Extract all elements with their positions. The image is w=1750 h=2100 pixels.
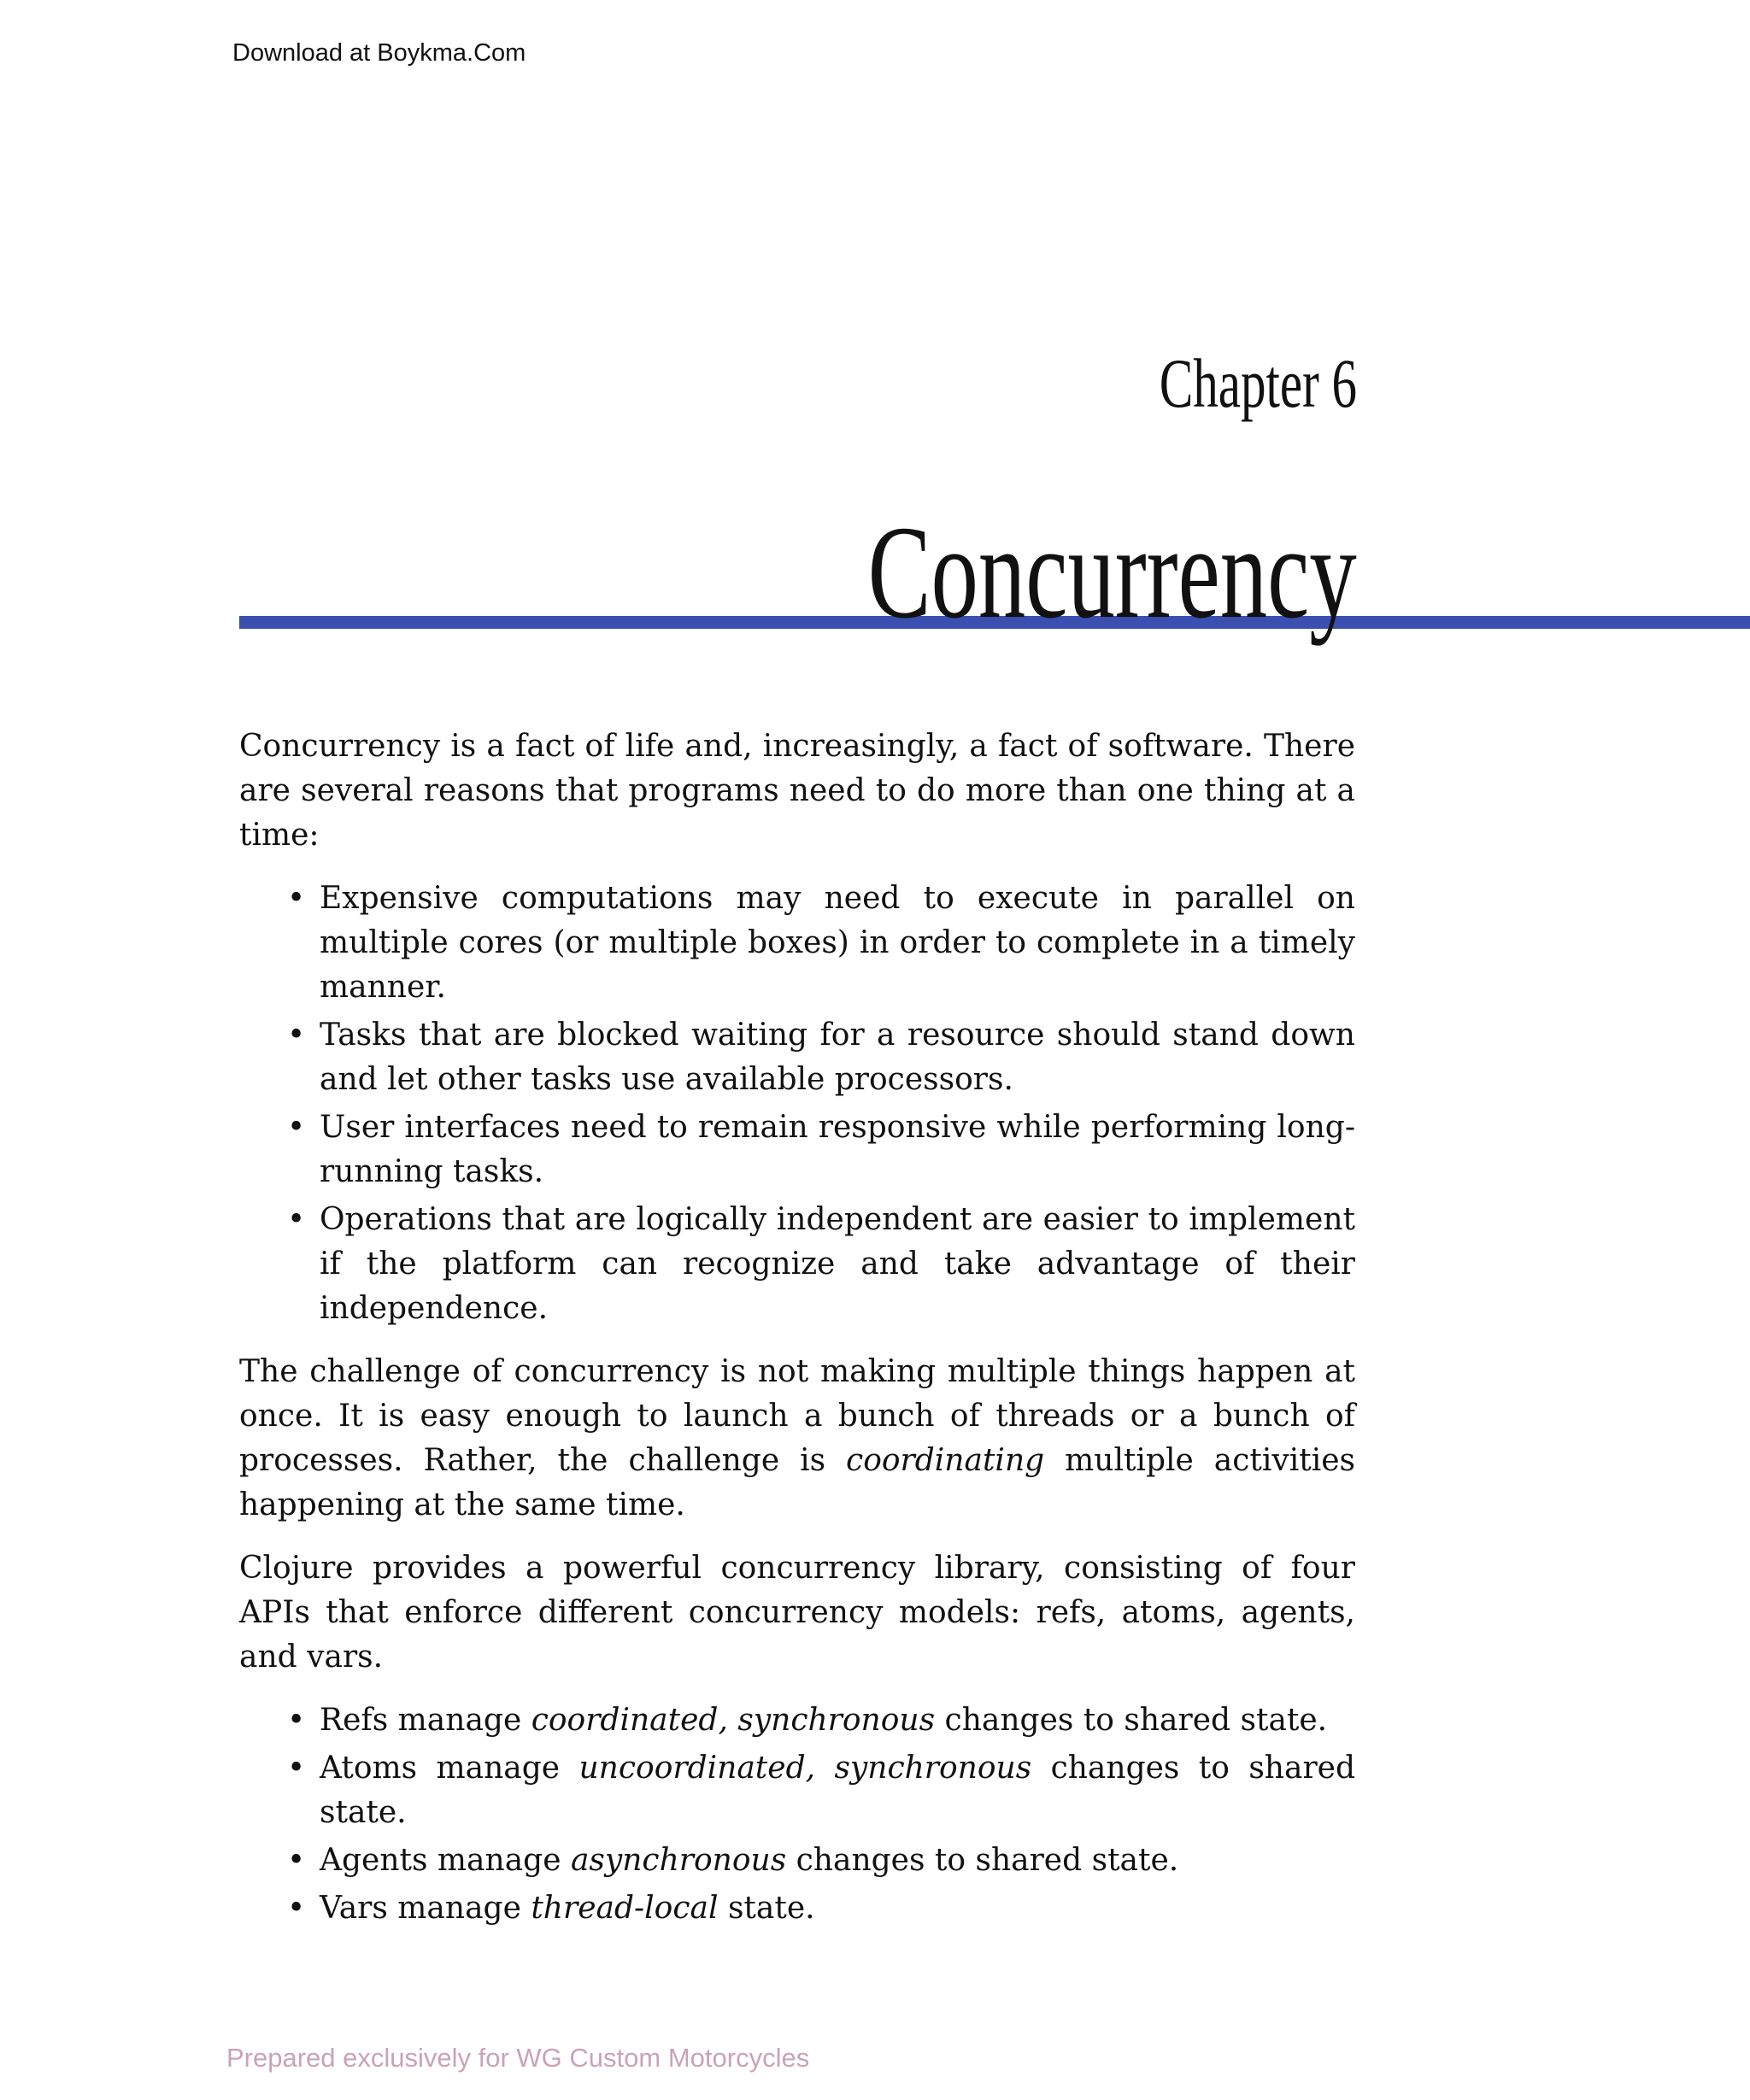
chapter-number: Chapter 6 — [1159, 344, 1357, 422]
list-item-text: Expensive computations may need to execute in parallel on multiple cores (or multiple boxes) in order to complete in a timely manner. — [320, 881, 1355, 1005]
challenge-emphasis: coordinating — [846, 1443, 1045, 1478]
api-text-end: state. — [718, 1891, 815, 1926]
api-text-start: Agents manage — [320, 1843, 571, 1878]
api-emphasis: coordinated, synchronous — [531, 1703, 936, 1738]
api-text-end: changes to shared state. — [786, 1843, 1179, 1878]
list-item — [239, 1013, 1355, 1102]
bullet-icon: • — [287, 1751, 306, 1786]
api-text-start: Refs manage — [320, 1703, 531, 1738]
list-item-text: User interfaces need to remain responsive while performing long-running tasks. — [320, 1110, 1355, 1189]
bullet-icon: • — [287, 1891, 306, 1926]
list-item-text: Operations that are logically independent are easier to implement if the platform can recognize and take advantage of their independence. — [320, 1202, 1355, 1326]
challenge-text-end: multiple activities happening at the same time. — [239, 1443, 1355, 1522]
list-item — [239, 1698, 1355, 1743]
clojure-apis-paragraph: Clojure provides a powerful concurrency library, consisting of four APIs that enforce different concurrency models: refs, atoms, agents, and vars. — [239, 1551, 1355, 1675]
concurrency-reasons-list — [239, 877, 1355, 1331]
list-item-text: Tasks that are blocked waiting for a resource should stand down and let other tasks use available processors. — [320, 1018, 1355, 1097]
api-text-start: Vars manage — [320, 1891, 531, 1926]
prepared-for-footer: Prepared exclusively for WG Custom Motorcycles — [226, 2043, 810, 2073]
list-item — [239, 1198, 1355, 1331]
api-emphasis: uncoordinated, synchronous — [578, 1751, 1032, 1786]
concurrency-apis-list — [239, 1698, 1355, 1931]
api-text-start: Atoms manage — [320, 1751, 579, 1786]
bullet-icon: • — [287, 1110, 306, 1145]
bullet-icon: • — [287, 1843, 306, 1878]
chapter-body — [239, 724, 1355, 1950]
api-text-end: changes to shared state. — [935, 1703, 1328, 1738]
api-emphasis: thread-local — [531, 1891, 719, 1926]
list-item — [239, 1746, 1355, 1835]
list-item — [239, 1886, 1355, 1931]
bullet-icon: • — [287, 1202, 306, 1237]
bullet-icon: • — [287, 1703, 306, 1738]
list-item — [239, 877, 1355, 1010]
bullet-icon: • — [287, 1018, 306, 1053]
challenge-paragraph — [239, 1350, 1355, 1528]
list-item — [239, 1839, 1355, 1883]
list-item — [239, 1106, 1355, 1194]
chapter-title: Concurrency — [867, 498, 1357, 646]
challenge-text-start: The challenge of concurrency is not making multiple things happen at once. It is easy enough to launch a bunch of threads or a bunch of processes. Rather, the challenge is — [239, 1354, 1355, 1478]
api-text-end: changes to shared state. — [320, 1751, 1356, 1830]
intro-paragraph: Concurrency is a fact of life and, increasingly, a fact of software. There are several reasons that programs need to do more than one thing at a time: — [239, 729, 1355, 853]
bullet-icon: • — [287, 881, 306, 916]
api-emphasis: asynchronous — [570, 1843, 787, 1878]
download-source-note: Download at Boykma.Com — [232, 39, 526, 67]
